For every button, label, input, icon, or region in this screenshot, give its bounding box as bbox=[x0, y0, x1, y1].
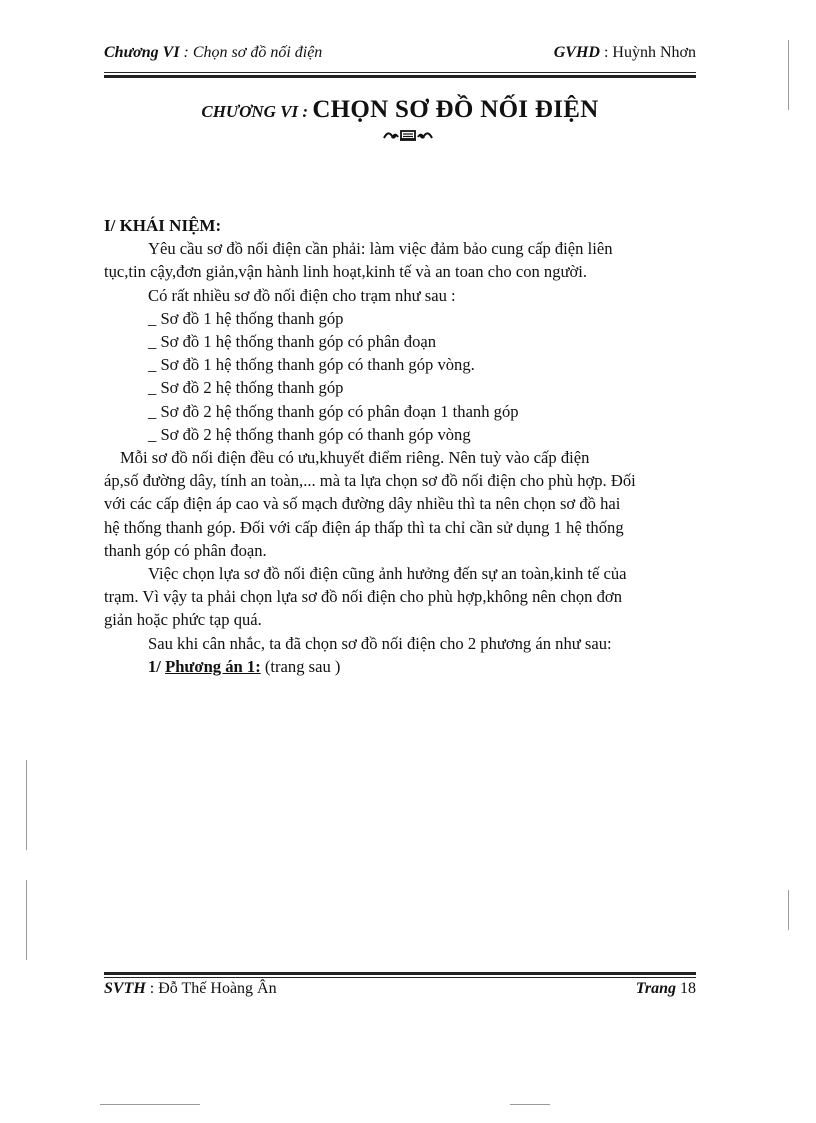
paragraph-4-line: trạm. Vì vậy ta phải chọn lựa sơ đồ nối điện cho phù hợp,không nên chọn đơn bbox=[104, 587, 622, 607]
paragraph-3-line: với các cấp điện áp cao và số mạch đường dây nhiều thì ta nên chọn sơ đồ hai bbox=[104, 494, 621, 514]
option-line bbox=[104, 655, 698, 678]
header-instructor: GVHD : Huỳnh Nhơn bbox=[553, 44, 696, 61]
page-header bbox=[104, 44, 696, 66]
header-instructor-label: GVHD bbox=[553, 44, 600, 61]
page-footer bbox=[104, 980, 696, 1002]
footer-page-label: Trang bbox=[635, 980, 676, 997]
paragraph-4: Việc chọn lựa sơ đồ nối điện cũng ảnh hưởng đến sự an toàn,kinh tế của bbox=[148, 564, 627, 584]
paragraph-5: Sau khi cân nhắc, ta đã chọn sơ đồ nối điện cho 2 phương án như sau: bbox=[148, 633, 612, 653]
list-item: _ Sơ đồ 1 hệ thống thanh góp bbox=[148, 308, 344, 328]
paragraph-3-line: áp,số đường dây, tính an toàn,... mà ta lựa chọn sơ đồ nối điện cho phù hợp. Đối bbox=[104, 471, 636, 491]
footer-separator: : bbox=[145, 980, 159, 997]
footer-rule-thick bbox=[104, 972, 696, 975]
scan-edge-mark bbox=[788, 40, 789, 110]
option-number: 1/ bbox=[148, 656, 166, 676]
footer-page bbox=[636, 980, 696, 998]
paragraph-1: Yêu cầu sơ đồ nối điện cần phải: làm việc đảm bảo cung cấp điện liên bbox=[148, 239, 613, 259]
scan-edge-mark bbox=[788, 890, 789, 930]
list-item: _ Sơ đồ 2 hệ thống thanh góp có thanh góp vòng bbox=[148, 424, 471, 444]
scan-edge-mark bbox=[26, 760, 27, 850]
chapter-main-title: CHỌN SƠ ĐỒ NỐI ĐIỆN bbox=[312, 96, 599, 123]
scan-edge-mark bbox=[26, 880, 27, 960]
header-chapter-label: Chương VI bbox=[104, 44, 180, 61]
footer-student-label: SVTH bbox=[104, 980, 146, 997]
header-rule-thick bbox=[104, 75, 696, 78]
header-instructor-name: Huỳnh Nhơn bbox=[612, 44, 696, 61]
list-item: _ Sơ đồ 2 hệ thống thanh góp có phân đoạn 1 thanh góp bbox=[148, 401, 519, 421]
header-rule-thin bbox=[104, 72, 696, 73]
section-heading: I/ KHÁI NIỆM: bbox=[104, 216, 222, 235]
list-item: _ Sơ đồ 1 hệ thống thanh góp có thanh góp vòng. bbox=[148, 355, 475, 375]
paragraph-4-line: giản hoặc phức tạp quá. bbox=[104, 610, 262, 630]
scan-edge-mark bbox=[510, 1104, 550, 1105]
paragraph-3-line: hệ thống thanh góp. Đối với cấp điện áp thấp thì ta chỉ cần sử dụng 1 hệ thống bbox=[104, 517, 624, 537]
scan-edge-mark bbox=[100, 1104, 200, 1105]
book-ornament-icon bbox=[0, 128, 816, 147]
option-note: (trang sau ) bbox=[260, 656, 341, 676]
footer-student bbox=[104, 980, 277, 998]
header-separator: : bbox=[179, 44, 193, 61]
option-label: Phương án 1: bbox=[165, 656, 261, 676]
chapter-prefix: CHƯƠNG VI : bbox=[201, 102, 313, 121]
footer-student-name: Đỗ Thế Hoàng Ân bbox=[158, 980, 277, 997]
paragraph-3: Mỗi sơ đồ nối điện đều có ưu,khuyết điểm riêng. Nên tuỳ vào cấp điện bbox=[120, 448, 590, 468]
list-item: _ Sơ đồ 1 hệ thống thanh góp có phân đoạn bbox=[148, 332, 437, 352]
paragraph-1-cont: tục,tin cậy,đơn giản,vận hành linh hoạt,kinh tế và an toan cho con người. bbox=[104, 262, 588, 282]
list-item: _ Sơ đồ 2 hệ thống thanh góp bbox=[148, 378, 344, 398]
document-body bbox=[104, 214, 698, 678]
header-chapter-topic: Chọn sơ đồ nối điện bbox=[192, 44, 323, 61]
paragraph-2: Có rất nhiều sơ đồ nối điện cho trạm như sau : bbox=[148, 285, 456, 305]
footer-page-number: 18 bbox=[680, 980, 696, 997]
footer-rule-thin bbox=[104, 977, 696, 978]
chapter-title bbox=[104, 96, 696, 124]
paragraph-3-line: thanh góp có phân đoạn. bbox=[104, 540, 267, 560]
header-chapter bbox=[104, 44, 322, 62]
